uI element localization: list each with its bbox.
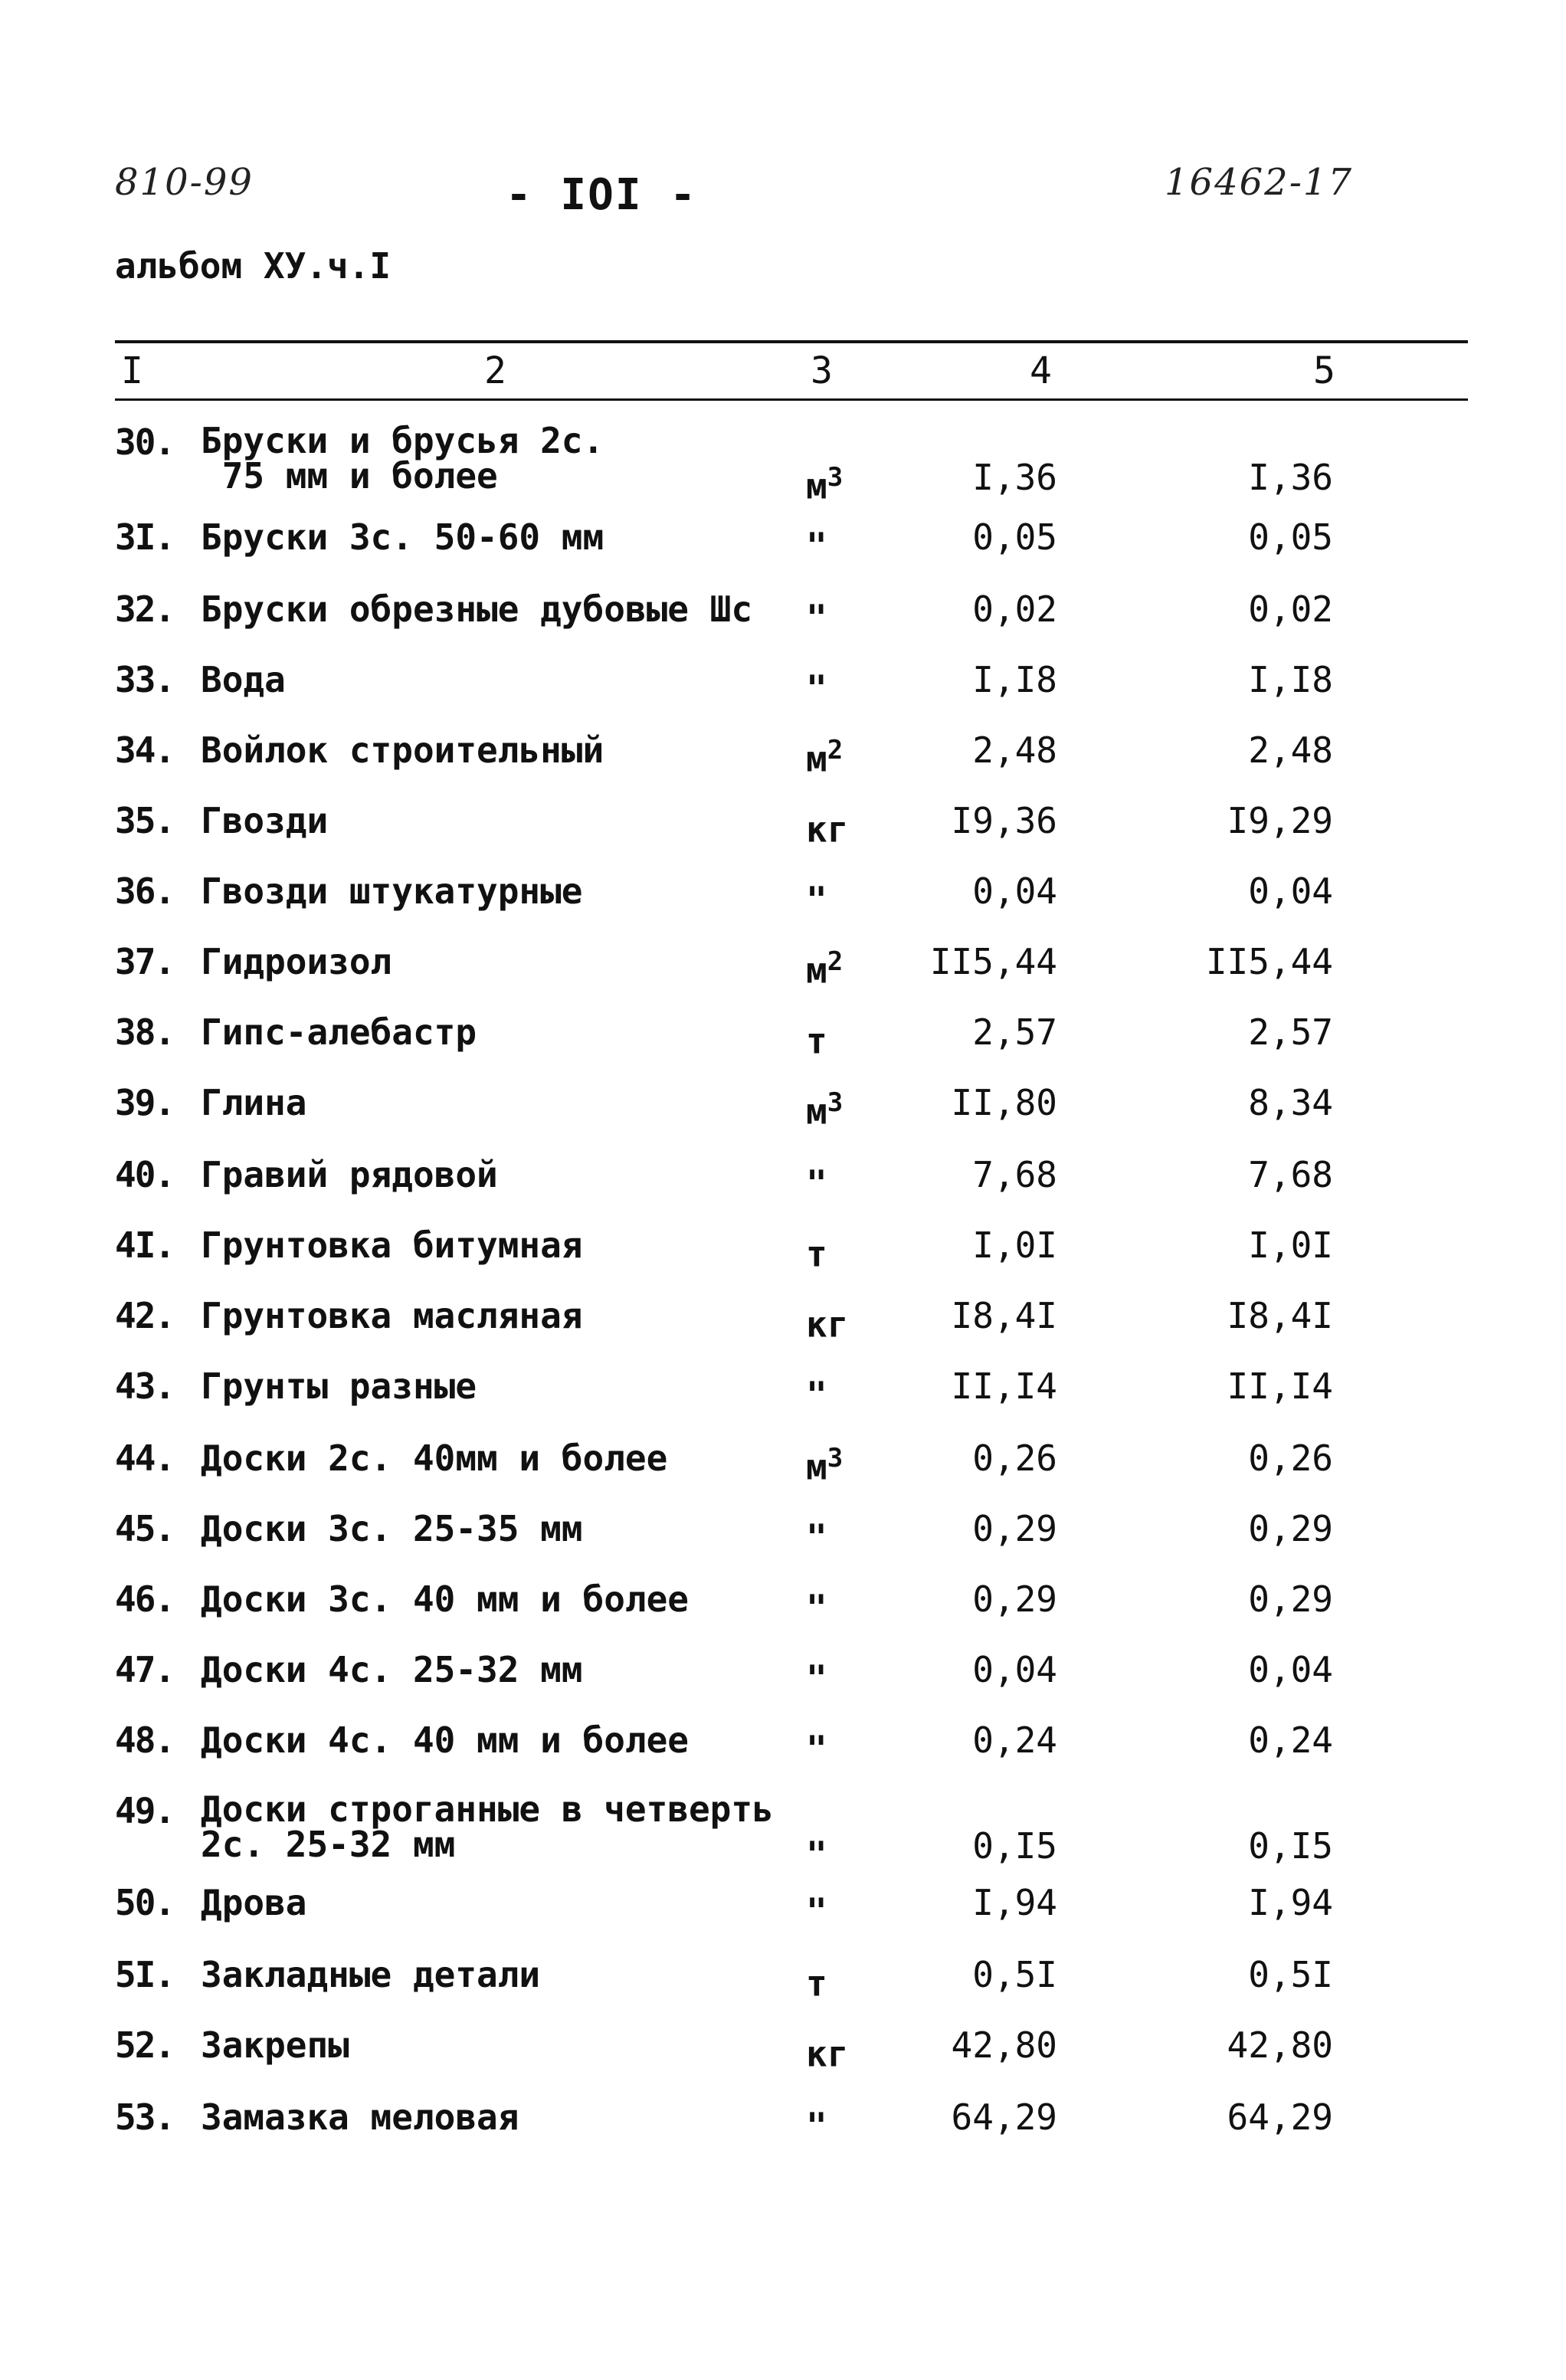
row-number: 34. [115, 729, 175, 771]
table-row [0, 420, 1566, 507]
row-number: 3I. [115, 516, 175, 558]
unit [806, 1651, 827, 1700]
row-number: 44. [115, 1438, 175, 1479]
table-top-rule [115, 340, 1468, 343]
value-col-5: I,0I [1248, 1224, 1333, 1266]
unit-base: м [806, 738, 827, 780]
value-col-5: 0,I5 [1248, 1825, 1333, 1867]
material-name: Закладные детали [201, 1954, 541, 1995]
handwritten-note-right: 16462-17 [1165, 161, 1353, 204]
unit [806, 1510, 827, 1559]
value-col-5: 0,29 [1248, 1578, 1333, 1620]
unit-base: " [806, 1162, 827, 1205]
material-name: Вода [201, 659, 286, 700]
table-row [0, 1226, 1566, 1297]
material-name: Гравий рядовой [201, 1154, 498, 1195]
value-col-5: 2,48 [1248, 729, 1333, 771]
unit-base: м [806, 1446, 827, 1488]
unit-exponent: 3 [827, 1087, 844, 1118]
table-row [0, 802, 1566, 872]
material-name: Гидроизол [201, 941, 392, 982]
row-number: 38. [115, 1011, 175, 1053]
unit-base: " [806, 1728, 827, 1770]
row-number: 33. [115, 659, 175, 700]
unit-exponent: 2 [827, 735, 844, 765]
unit-exponent: 3 [827, 462, 844, 493]
row-number: 32. [115, 588, 175, 630]
value-col-4: I8,4I [951, 1295, 1057, 1336]
unit-base: " [806, 879, 827, 921]
unit [806, 1580, 827, 1627]
table-row [0, 1439, 1566, 1510]
row-number: 35. [115, 800, 175, 841]
unit-base: м [806, 1090, 827, 1133]
value-col-5: I8,4I [1227, 1295, 1333, 1336]
material-name: Войлок строительный [201, 729, 604, 771]
table-header-rule [115, 398, 1468, 401]
table-row [0, 590, 1566, 661]
value-col-4: II5,44 [929, 941, 1057, 982]
value-col-5: 0,05 [1248, 516, 1333, 558]
table-row [0, 1367, 1566, 1438]
unit-base: м [806, 465, 827, 507]
value-col-4: 0,04 [972, 1649, 1057, 1690]
row-number: 30. [115, 421, 175, 463]
row-number: 36. [115, 870, 175, 912]
unit [806, 661, 827, 710]
value-col-4: I,94 [972, 1882, 1057, 1923]
table-row [0, 1013, 1566, 1083]
value-col-4: II,I4 [951, 1365, 1057, 1407]
material-name: Закрепы [201, 2024, 349, 2066]
material-name: Бруски 3с. 50-60 мм [201, 516, 604, 558]
value-col-5: 0,04 [1248, 870, 1333, 912]
row-number: 37. [115, 941, 175, 982]
value-col-4: I,I8 [972, 659, 1057, 700]
material-name: Доски 4с. 25-32 мм [201, 1649, 583, 1690]
value-col-5: II5,44 [1205, 941, 1333, 982]
value-col-4: 64,29 [951, 2096, 1057, 2138]
column-header-1: I [121, 349, 143, 392]
unit [806, 1226, 827, 1273]
value-col-4: 0,05 [972, 516, 1057, 558]
value-col-4: I,36 [972, 457, 1057, 498]
table-row [0, 1883, 1566, 1954]
unit-base: м [806, 949, 827, 992]
column-header-5: 5 [1313, 349, 1335, 392]
unit-base: т [806, 1962, 827, 2005]
value-col-5: 0,5I [1248, 1954, 1333, 1995]
value-col-4: 2,48 [972, 729, 1057, 771]
unit [806, 802, 849, 851]
value-col-5: 7,68 [1248, 1154, 1333, 1195]
unit-base: " [806, 1657, 827, 1700]
unit [806, 1883, 827, 1933]
value-col-5: 0,26 [1248, 1438, 1333, 1479]
row-number: 53. [115, 2096, 175, 2138]
unit-base: кг [806, 808, 849, 851]
value-col-5: 0,02 [1248, 588, 1333, 630]
column-header-2: 2 [484, 349, 506, 392]
unit-base: " [806, 597, 827, 639]
unit [806, 2098, 827, 2145]
table-row [0, 731, 1566, 802]
value-col-5: I,36 [1248, 457, 1333, 498]
material-name: Гвозди штукатурные [201, 870, 583, 912]
row-number: 47. [115, 1649, 175, 1690]
unit-base: т [806, 1233, 827, 1275]
material-name: Замазка меловая [201, 2096, 519, 2138]
row-number: 42. [115, 1295, 175, 1336]
unit [806, 1083, 844, 1133]
row-number: 39. [115, 1082, 175, 1123]
unit-base: " [806, 667, 827, 710]
table-row [0, 1788, 1566, 1876]
value-col-4: 7,68 [972, 1154, 1057, 1195]
row-number: 4I. [115, 1224, 175, 1266]
value-col-4: I9,36 [951, 800, 1057, 841]
table-row [0, 2026, 1566, 2096]
unit-base: кг [806, 2033, 849, 2075]
row-number: 52. [115, 2024, 175, 2066]
value-col-5: 8,34 [1248, 1082, 1333, 1123]
table-row [0, 1721, 1566, 1792]
unit [806, 1955, 827, 2005]
material-name: Бруски обрезные дубовые Шс [201, 588, 753, 630]
unit [806, 590, 827, 637]
value-col-5: 0,24 [1248, 1719, 1333, 1761]
material-name: Грунтовка битумная [201, 1224, 583, 1266]
value-col-4: 2,57 [972, 1011, 1057, 1053]
value-col-4: 0,26 [972, 1438, 1057, 1479]
row-number: 40. [115, 1154, 175, 1195]
unit-base: кг [806, 1303, 849, 1346]
row-number: 46. [115, 1578, 175, 1620]
material-name: Грунтовка масляная [201, 1295, 583, 1336]
material-name: Доски 3с. 40 мм и более [201, 1578, 689, 1620]
value-col-4: 0,29 [972, 1578, 1057, 1620]
table-row [0, 1297, 1566, 1367]
unit-base: т [806, 1020, 827, 1062]
handwritten-note-left: 810-99 [115, 161, 254, 204]
value-col-4: 42,80 [951, 2024, 1057, 2066]
row-number: 5I. [115, 1954, 175, 1995]
album-label: альбом XУ.ч.I [115, 245, 392, 287]
table-row [0, 942, 1566, 1013]
value-col-5: I9,29 [1227, 800, 1333, 841]
material-name: Глина [201, 1082, 307, 1123]
value-col-5: 2,57 [1248, 1011, 1333, 1053]
table-row [0, 661, 1566, 731]
unit [806, 458, 843, 505]
unit [806, 1721, 827, 1768]
row-number: 45. [115, 1508, 175, 1549]
value-col-5: 64,29 [1227, 2096, 1333, 2138]
unit-base: " [806, 1587, 827, 1629]
value-col-4: I,0I [972, 1224, 1057, 1266]
unit-base: " [806, 1890, 827, 1933]
value-col-4: 0,04 [972, 870, 1057, 912]
unit [806, 1297, 849, 1346]
material-name: Грунты разные [201, 1365, 477, 1407]
row-number: 50. [115, 1882, 175, 1923]
unit [806, 942, 844, 992]
value-col-5: 0,04 [1248, 1649, 1333, 1690]
row-number: 49. [115, 1790, 175, 1831]
unit [806, 872, 827, 919]
value-col-4: 0,24 [972, 1719, 1057, 1761]
row-number: 43. [115, 1365, 175, 1407]
unit [806, 2026, 848, 2073]
unit [806, 1013, 827, 1060]
value-col-5: I,I8 [1248, 659, 1333, 700]
table-row [0, 1156, 1566, 1226]
material-name: Дрова [201, 1882, 307, 1923]
table-row [0, 1580, 1566, 1651]
table-row [0, 872, 1566, 942]
material-name: Гипс-алебастр [201, 1011, 477, 1053]
unit [806, 518, 827, 565]
table-row [0, 1651, 1566, 1721]
table-row [0, 1955, 1566, 2026]
material-name: Доски 2с. 40мм и более [201, 1438, 668, 1479]
unit-base: " [806, 1516, 827, 1559]
column-header-4: 4 [1030, 349, 1052, 392]
page-number: - IOI - [506, 170, 698, 220]
unit [806, 731, 843, 778]
unit-base: " [806, 1834, 827, 1876]
value-col-4: 0,29 [972, 1508, 1057, 1549]
column-header-3: 3 [811, 349, 833, 392]
value-col-5: 42,80 [1227, 2024, 1333, 2066]
row-number: 48. [115, 1719, 175, 1761]
table-row [0, 1083, 1566, 1154]
value-col-5: II,I4 [1227, 1365, 1333, 1407]
unit-exponent: 3 [827, 1443, 844, 1474]
material-name: Бруски и брусья 2с. 75 мм и более [201, 420, 604, 497]
unit [806, 1827, 827, 1874]
unit [806, 1439, 843, 1486]
material-name: Доски 4с. 40 мм и более [201, 1719, 689, 1761]
material-name: Доски строганные в четверть 2с. 25-32 мм [201, 1788, 774, 1865]
value-col-5: 0,29 [1248, 1508, 1333, 1549]
material-name: Гвозди [201, 800, 329, 841]
unit-base: " [806, 525, 827, 567]
value-col-4: 0,02 [972, 588, 1057, 630]
table-row [0, 2098, 1566, 2169]
unit-base: " [806, 2105, 827, 2147]
table-row [0, 518, 1566, 588]
value-col-4: 0,5I [972, 1954, 1057, 1995]
table-row [0, 1510, 1566, 1580]
value-col-5: I,94 [1248, 1882, 1333, 1923]
value-col-4: II,80 [951, 1082, 1057, 1123]
value-col-4: 0,I5 [972, 1825, 1057, 1867]
unit [806, 1367, 827, 1414]
unit-exponent: 2 [827, 946, 844, 977]
material-name: Доски 3с. 25-35 мм [201, 1508, 583, 1549]
unit-base: " [806, 1374, 827, 1416]
unit [806, 1156, 827, 1205]
